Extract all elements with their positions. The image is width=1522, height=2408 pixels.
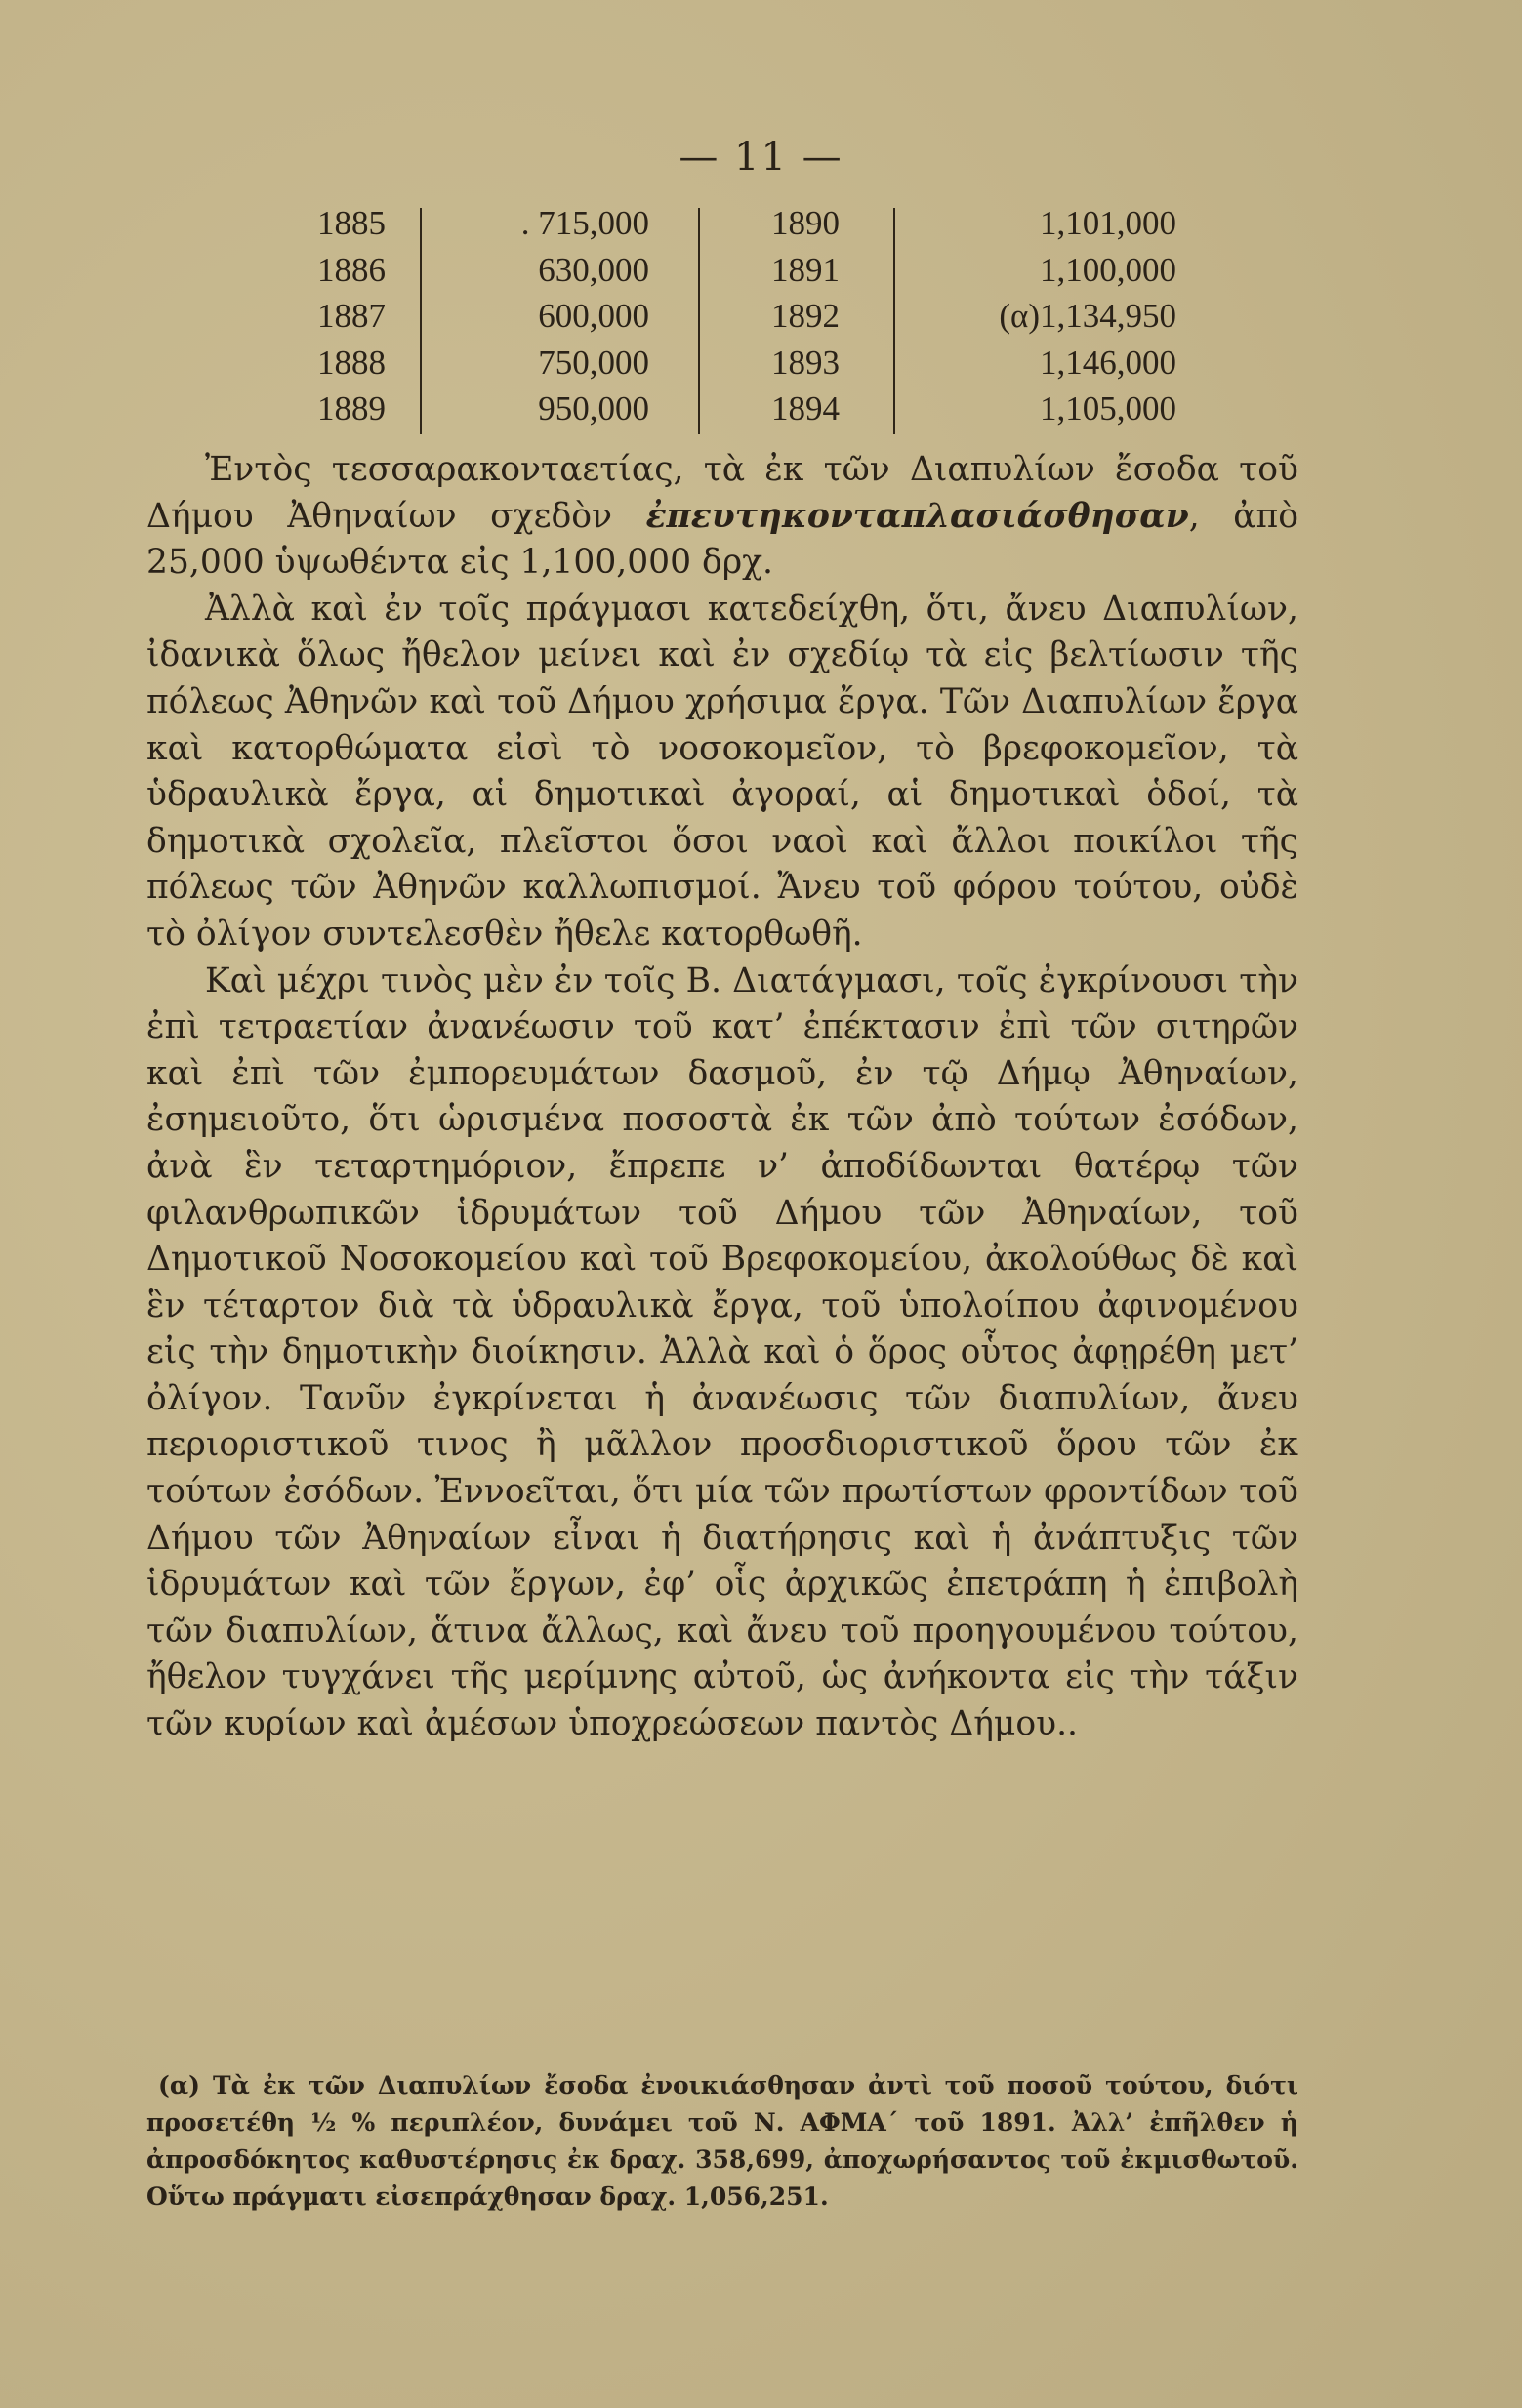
table-column-years-left (288, 200, 386, 432)
table-cell: 1887 (317, 297, 386, 335)
table-cell: 1889 (317, 389, 386, 428)
table-cell: 1886 (317, 250, 386, 289)
table-cell: 1,100,000 (1040, 250, 1176, 289)
revenue-table (268, 200, 1206, 444)
table-cell: 950,000 (538, 389, 649, 428)
table-cell: 750,000 (538, 343, 649, 382)
emphasized-word: ἐπευτηκονταπλασιάσθησαν (645, 496, 1189, 536)
table-column-values-left (410, 200, 649, 432)
table-cell: 1891 (771, 250, 840, 289)
table-cell: (α)1,134,950 (999, 297, 1176, 335)
table-cell: 1885 (317, 204, 386, 242)
table-cell: 1892 (771, 297, 840, 335)
paragraph: Καὶ μέχρι τινὸς μὲν ἐν τοῖς Β. Διατάγμασι, τοῖς ἐγκρίνουσι τὴν ἐπὶ τετραετίαν ἀνανέωσιν τοῦ κατ’ ἐπέκτασιν ἐπὶ τῶν σιτηρῶν καὶ ἐπὶ τῶν ἐμπορευμάτων δασμοῦ, ἐν τῷ Δήμῳ Ἀθηναίων, ἐσημειοῦτο, ὅτι ὡρισμένα ποσοστὰ ἐκ τῶν ἀπὸ τούτων ἐσόδων, ἀνὰ ἓν τεταρτημόριον, ἔπρεπε ν’ ἀποδίδωνται θατέρῳ τῶν φιλανθρωπικῶν ἱδρυμάτων τοῦ Δήμου τῶν Ἀθηναίων, τοῦ Δημοτικοῦ Νοσοκομείου καὶ τοῦ Βρεφοκομείου, ἀκολούθως δὲ καὶ ἓν τέταρτον διὰ τὰ ὑδραυλικὰ ἔργα, τοῦ ὑπολοίπου ἀφινομένου εἰς τὴν δημοτικὴν διοίκησιν. Ἀλλὰ καὶ ὁ ὅρος οὗτος ἀφῃρέθη μετ’ ὀλίγον. Τανῦν ἐγκρίνεται ἡ ἀνανέωσις τῶν διαπυλίων, ἄνευ περιοριστικοῦ τινος ἢ μᾶλλον προσδιοριστικοῦ ὅρου τῶν ἐκ τούτων ἐσόδων. Ἐννοεῖται, ὅτι μία τῶν πρωτίστων φροντίδων τοῦ Δήμου τῶν Ἀθηναίων εἶναι ἡ διατήρησις καὶ ἡ ἀνάπτυξις τῶν ἱδρυμάτων καὶ τῶν ἔργων, ἐφ’ οἷς ἀρχικῶς ἐπετράπη ἡ ἐπιβολὴ τῶν διαπυλίων, ἅτινα ἄλλως, καὶ ἄνευ τοῦ προηγουμένου τούτου, ἤθελον τυγχάνει τῆς μερίμνης αὐτοῦ, ὡς ἀνήκοντα εἰς τὴν τάξιν τῶν κυρίων καὶ ἀμέσων ὑποχρεώσεων παντὸς Δήμου.. (146, 960, 1298, 1744)
table-cell: 1893 (771, 343, 840, 382)
footnote: (α) Τὰ ἐκ τῶν Διαπυλίων ἔσοδα ἐνοικιάσθησαν ἀντὶ τοῦ ποσοῦ τούτου, διότι προσετέθη ½ % περιπλέον, δυνάμει τοῦ Ν. ΑΦΜΑ΄ τοῦ 1891. Ἀλλ’ ἐπῆλθεν ἡ ἀπροσδόκητος καθυστέρησις ἐκ δραχ. 358,699, ἀποχωρήσαντος τοῦ ἐκμισθωτοῦ. Οὕτω πράγματι εἰσεπράχθησαν δραχ. 1,056,251. (146, 2071, 1298, 2211)
table-cell: 1,105,000 (1040, 389, 1176, 428)
table-cell: 1,101,000 (1040, 204, 1176, 242)
table-divider (698, 208, 700, 434)
paragraph-text: , ἀπὸ 25,000 ὑψωθέντα εἰς 1,100,000 δρχ. (146, 496, 1298, 583)
table-column-values-right (884, 200, 1176, 432)
table-cell: . 715,000 (520, 204, 649, 242)
paragraph: Ἀλλὰ καὶ ἐν τοῖς πράγμασι κατεδείχθη, ὅτι, ἄνευ Διαπυλίων, ἰδανικὰ ὅλως ἤθελον μείνει καὶ ἐν σχεδίῳ τὰ εἰς βελτίωσιν τῆς πόλεως Ἀθηνῶν καὶ τοῦ Δήμου χρήσιμα ἔργα. Τῶν Διαπυλίων ἔργα καὶ κατορθώματα εἰσὶ τὸ νοσοκομεῖον, τὸ βρεφοκομεῖον, τὰ ὑδραυλικὰ ἔργα, αἱ δημοτικαὶ ἀγοραί, αἱ δημοτικαὶ ὁδοί, τὰ δημοτικὰ σχολεῖα, πλεῖστοι ὅσοι ναοὶ καὶ ἄλλοι ποικίλοι τῆς πόλεως τῶν Ἀθηνῶν καλλωπισμοί. Ἄνευ τοῦ φόρου τούτου, οὐδὲ τὸ ὀλίγον συντελεσθὲν ἤθελε κατορθωθῆ. (146, 589, 1298, 954)
table-cell: 630,000 (538, 250, 649, 289)
body-text (146, 447, 1298, 1748)
paragraph-text: Ἐντὸς τεσσαρακονταετίας, τὰ ἐκ τῶν Διαπυλίων ἔσοδα τοῦ Δήμου Ἀθηναίων σχεδὸν (146, 450, 1298, 536)
paragraph (146, 447, 1298, 587)
table-cell: 1888 (317, 343, 386, 382)
table-cell: 1,146,000 (1040, 343, 1176, 382)
table-cell: 600,000 (538, 297, 649, 335)
table-cell: 1890 (771, 204, 840, 242)
table-column-years-right (737, 200, 840, 432)
page-number: — 11 — (679, 135, 843, 180)
table-cell: 1894 (771, 389, 840, 428)
